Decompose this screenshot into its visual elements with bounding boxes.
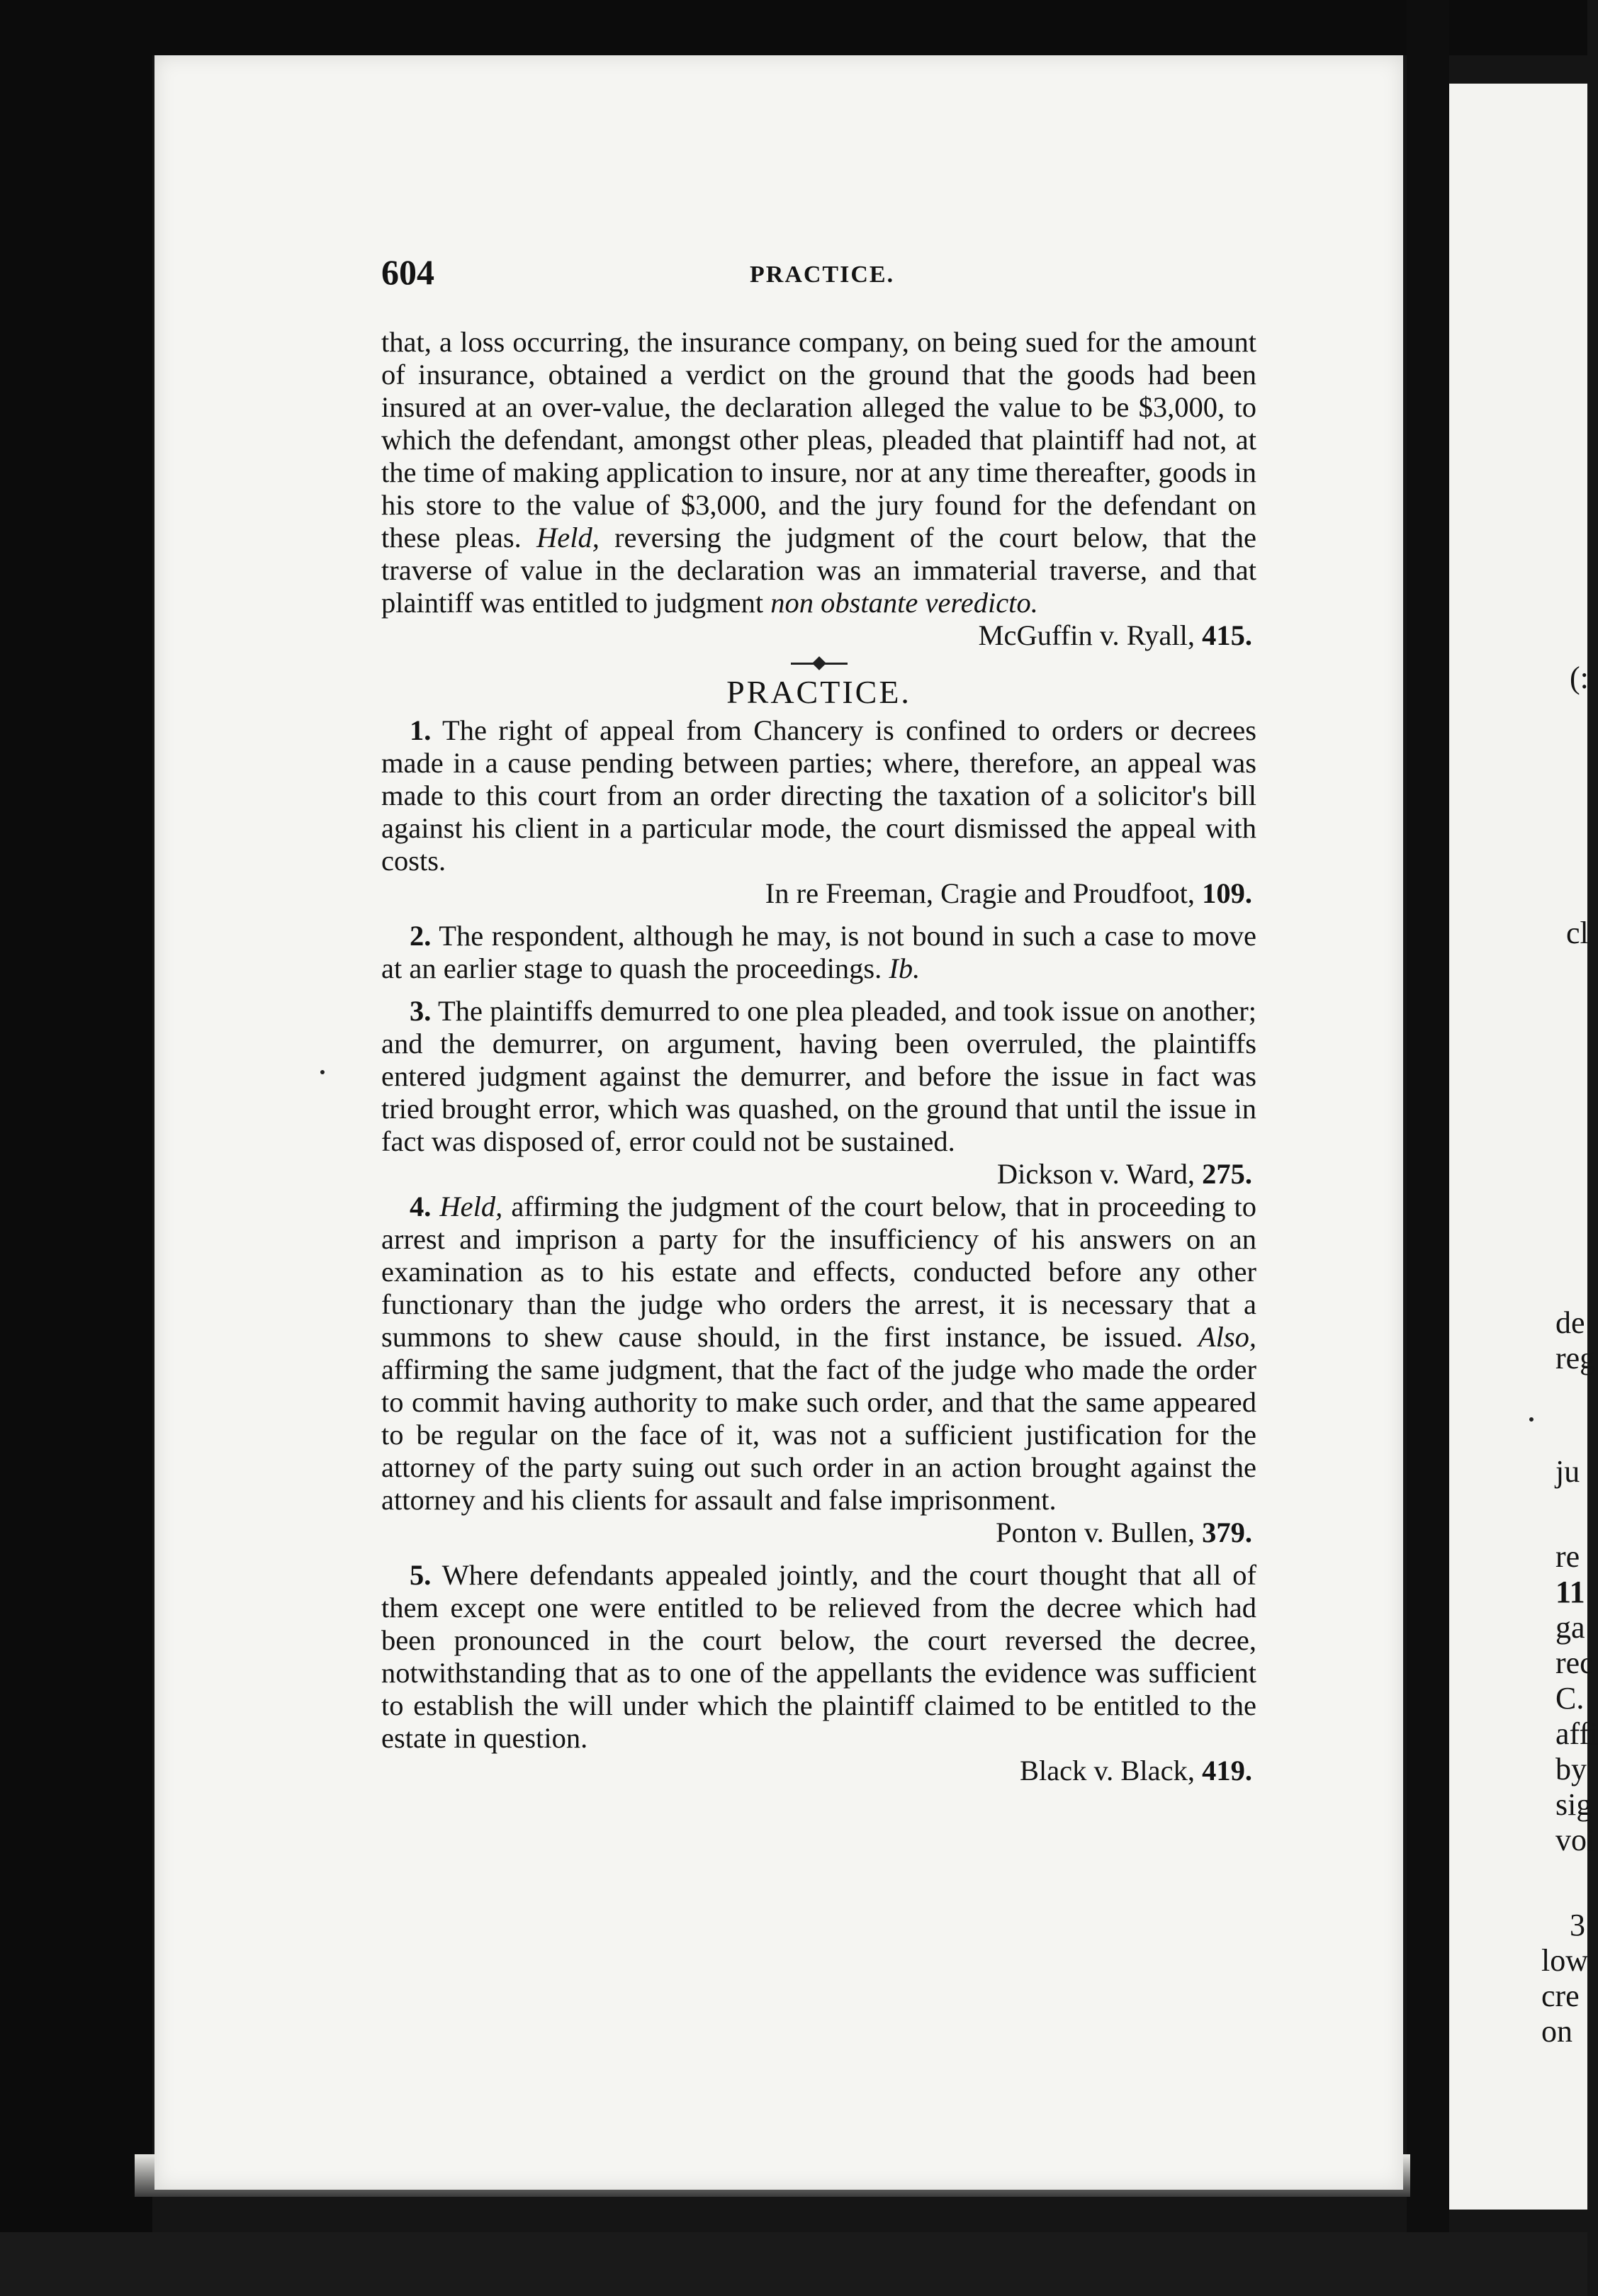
citation-name: Black v. Black, <box>1019 1755 1195 1786</box>
adjacent-text-fragment: re <box>1555 1539 1580 1574</box>
adjacent-text-fragment: C. <box>1555 1681 1585 1716</box>
case-citation <box>381 1516 1256 1549</box>
citation-page: 415. <box>1202 619 1252 651</box>
adjacent-page-fragment <box>1449 84 1598 2210</box>
citation-page: 419. <box>1202 1755 1252 1786</box>
ibid-citation: Ib. <box>889 952 921 984</box>
book-gutter <box>1407 0 1449 2296</box>
adjacent-text-fragment: on <box>1541 2014 1572 2049</box>
entry-number: 5. <box>410 1559 432 1591</box>
entry-3 <box>381 995 1256 1158</box>
adjacent-text-fragment: affi <box>1555 1716 1598 1751</box>
case-citation <box>381 1158 1256 1191</box>
continuation-text: that, a loss occurring, the insurance company, on being sued for the amount of insurance, obtained a verdict on the ground that the goods had been insured at an over-value, the declaration alleged the value to be $3,000, to which the defendant, amongst other pleas, pleaded that plaintiff had not, at the time of making application to insure, nor at any time thereafter, goods in his store to the value of $3,000, and the jury found for the defendant on these pleas. <box>381 326 1256 553</box>
entry-number: 1. <box>410 714 432 746</box>
running-head: PRACTICE. <box>750 261 895 288</box>
adjacent-text-fragment: 3 <box>1570 1908 1585 1942</box>
entry-number: 2. <box>410 920 432 952</box>
adjacent-text-fragment: de <box>1555 1305 1585 1340</box>
page-header <box>381 252 1256 301</box>
entry-1 <box>381 714 1256 877</box>
adjacent-text-fragment: cre <box>1541 1979 1580 2013</box>
adjacent-text-fragment: 11 <box>1555 1575 1585 1609</box>
case-citation <box>381 877 1256 910</box>
case-citation <box>381 619 1256 652</box>
held-word: Held, <box>439 1191 503 1222</box>
adjacent-text-fragment: (: <box>1570 660 1589 695</box>
section-ornament-icon <box>791 658 848 669</box>
scan-border-top <box>0 0 1587 55</box>
continuation-paragraph <box>381 326 1256 619</box>
entry-2 <box>381 920 1256 985</box>
held-word: Held, <box>536 522 600 553</box>
entry-text: The plaintiffs demurred to one plea pleaded, and took issue on another; and the demurrer, on argument, having been overruled, the plaintiffs entered judgment against the demurrer, and before the issue in fact was tried brought error, which was quashed, on the ground that until the issue in fact was disposed of, error could not be sustained. <box>381 995 1256 1157</box>
scan-border-left <box>0 0 152 2296</box>
adjacent-text-fragment: reg <box>1555 1341 1596 1375</box>
also-word: Also, <box>1198 1321 1256 1353</box>
citation-name: Ponton v. Bullen, <box>996 1516 1195 1548</box>
entry-number: 4. <box>410 1191 432 1222</box>
adjacent-text-fragment: rec <box>1555 1645 1594 1680</box>
adjacent-text-fragment: by <box>1555 1752 1587 1786</box>
citation-name: In re Freeman, Cragie and Proudfoot, <box>765 877 1195 909</box>
text-column <box>381 326 1256 1787</box>
citation-page: 275. <box>1202 1158 1252 1190</box>
scan-speck <box>1529 1417 1534 1422</box>
adjacent-text-fragment: sig <box>1555 1787 1592 1822</box>
entry-text: The respondent, although he may, is not bound in such a case to move at an earlier stage to quash the proceedings. <box>381 920 1256 984</box>
entry-text: Where defendants appealed jointly, and the court thought that all of them except one were entitled to be relieved from the decree which had been pronounced in the court below, the court reversed the decree, notwithstanding that as to one of the appellants the evidence was sufficient to establish the will under which the plaintiff claimed to be entitled to the estate in question. <box>381 1559 1256 1754</box>
adjacent-text-fragment: voi <box>1555 1823 1596 1857</box>
adjacent-text-fragment: ju <box>1555 1454 1580 1489</box>
entry-5 <box>381 1559 1256 1755</box>
page-number: 604 <box>381 252 434 292</box>
case-citation <box>381 1755 1256 1787</box>
entry-number: 3. <box>410 995 432 1027</box>
scan-border-bottom <box>0 2232 1587 2296</box>
section-title: PRACTICE. <box>726 674 911 710</box>
adjacent-text-fragment: cl <box>1566 916 1589 950</box>
citation-name: Dickson v. Ward, <box>996 1158 1195 1190</box>
adjacent-text-fragment: ga <box>1555 1610 1585 1645</box>
citation-name: McGuffin v. Ryall, <box>978 619 1195 651</box>
entry-text: The right of appeal from Chancery is confined to orders or decrees made in a cause pending between parties; where, therefore, an appeal was made to this court from an order directing the taxation of a solicitor's bill against his client in a particular mode, the court dismissed the appeal with costs. <box>381 714 1256 877</box>
latin-phrase: non obstante veredicto. <box>770 587 1038 619</box>
entry-text-2: affirming the same judgment, that the fact of the judge who made the order to commit having authority to make such order, and that the same appeared to be regular on the face of it, was not a sufficient justification for the attorney of the party suing out such order in an action brought against the attorney and his clients for assault and false imprisonment. <box>381 1354 1256 1516</box>
citation-page: 379. <box>1202 1516 1252 1548</box>
scan-speck <box>320 1070 325 1074</box>
entry-text: affirming the judgment of the court below, that in proceeding to arrest and imprison a party for the insufficiency of his answers on an examination as to his estate and effects, conducted before any other functionary than the judge who orders the arrest, it is necessary that a summons to shew cause should, in the first instance, be issued. <box>381 1191 1256 1353</box>
adjacent-text-fragment: low <box>1541 1943 1588 1978</box>
continuation-text-2: reversing the judgment of the court below, that the traverse of value in the declaration was an immaterial traverse, and that plaintiff was entitled to judgment <box>381 522 1257 619</box>
citation-page: 109. <box>1202 877 1252 909</box>
entry-4 <box>381 1191 1256 1516</box>
